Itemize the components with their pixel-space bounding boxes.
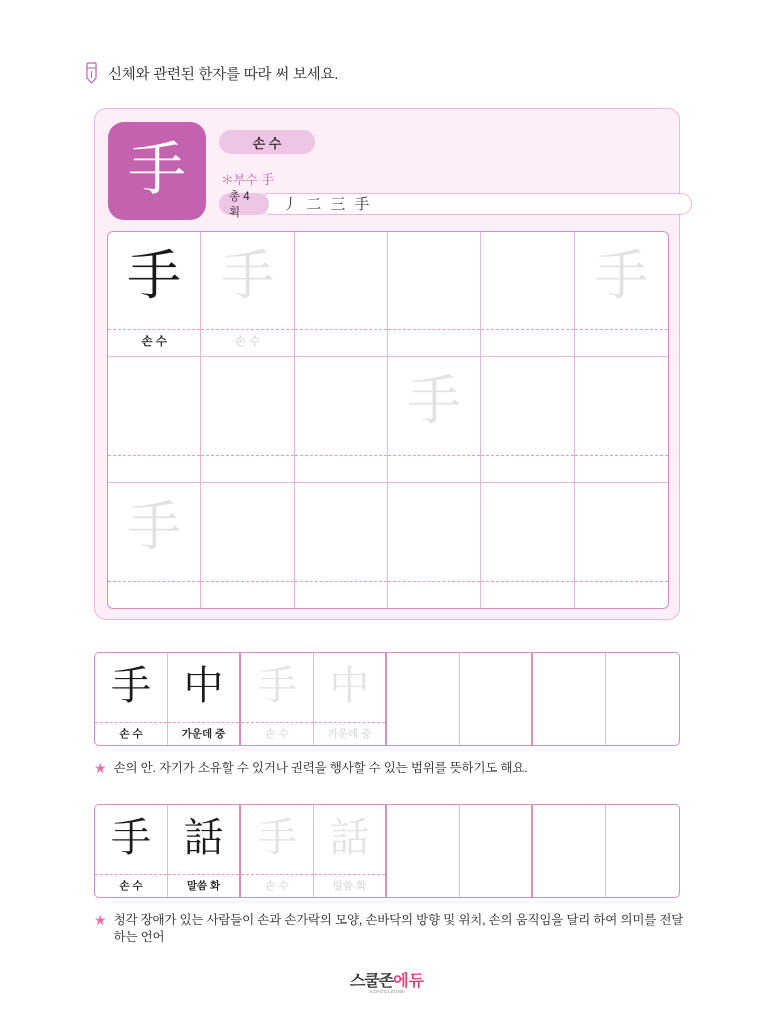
cell-sublabel	[201, 456, 293, 478]
cell-sublabel	[533, 875, 605, 895]
word-cell[interactable]	[168, 805, 241, 897]
cell-glyph	[388, 240, 480, 312]
cell-glyph: 手	[111, 815, 151, 861]
word-grid[interactable]	[94, 804, 680, 898]
cell-sublabel	[481, 582, 573, 604]
cell-sublabel	[481, 456, 573, 478]
radical-line	[221, 169, 274, 188]
cell-sublabel	[460, 723, 531, 743]
practice-cell[interactable]	[108, 357, 201, 482]
word-cell[interactable]	[95, 805, 168, 897]
practice-cell[interactable]	[575, 232, 668, 357]
instruction-row	[84, 62, 338, 84]
word-cell[interactable]	[533, 805, 606, 897]
cell-sublabel	[460, 875, 531, 895]
cell-sublabel	[533, 723, 605, 743]
main-character-badge: 手	[108, 122, 206, 220]
cell-glyph	[533, 657, 605, 715]
cell-sublabel	[295, 582, 387, 604]
cell-glyph	[533, 809, 605, 867]
practice-cell[interactable]	[108, 232, 201, 357]
cell-sublabel	[108, 456, 200, 478]
word-section-2	[94, 804, 680, 898]
pencil-icon	[84, 62, 100, 84]
cell-glyph	[606, 809, 679, 867]
cell-sublabel: 가운데 중	[327, 727, 372, 740]
cell-glyph	[481, 240, 573, 312]
cell-glyph	[460, 657, 531, 715]
word-cell[interactable]	[241, 653, 314, 745]
cell-glyph: 手	[220, 244, 275, 307]
word-cell[interactable]	[168, 653, 241, 745]
word-cell[interactable]	[314, 653, 387, 745]
note-text: 손의 안. 자기가 소유할 수 있거나 권력을 행사할 수 있는 범위를 뜻하기도 해요.	[113, 761, 528, 775]
word-cell[interactable]	[241, 805, 314, 897]
word-note-1	[94, 760, 694, 777]
word-cell[interactable]	[387, 805, 460, 897]
cell-glyph	[575, 365, 668, 437]
radical-character: 手	[261, 173, 275, 188]
practice-cell[interactable]	[575, 483, 668, 608]
cell-sublabel	[388, 456, 480, 478]
star-icon: ★	[94, 760, 107, 776]
word-cell[interactable]	[460, 653, 533, 745]
logo-row	[0, 968, 774, 991]
character-card	[94, 108, 680, 620]
cell-glyph: 話	[329, 815, 370, 861]
word-cell[interactable]	[387, 653, 460, 745]
practice-cell[interactable]	[481, 357, 574, 482]
logo-accent-text: 에듀	[393, 973, 425, 990]
cell-glyph	[460, 809, 531, 867]
word-cell[interactable]	[460, 805, 533, 897]
cell-glyph: 中	[329, 663, 370, 709]
word-section-1	[94, 652, 680, 746]
word-grid[interactable]	[94, 652, 680, 746]
practice-cell[interactable]	[388, 357, 481, 482]
meaning-pill: 손 수	[219, 130, 315, 154]
cell-sublabel	[575, 582, 668, 604]
radical-label: ＊부수	[221, 173, 258, 187]
word-cell[interactable]	[606, 805, 679, 897]
cell-sublabel	[388, 330, 480, 352]
cell-glyph	[387, 809, 459, 867]
cell-sublabel: 손 수	[119, 727, 143, 740]
logo-main-text: 스쿨존	[349, 973, 394, 990]
cell-glyph	[575, 491, 668, 563]
cell-glyph: 話	[183, 815, 224, 861]
stroke-step: 手	[354, 194, 370, 213]
cell-sublabel: 손 수	[119, 879, 143, 892]
stroke-step: 丿	[282, 194, 298, 213]
cell-glyph: 手	[127, 494, 182, 558]
cell-sublabel	[575, 456, 668, 478]
footer-logo	[0, 968, 774, 994]
cell-glyph: 手	[257, 815, 297, 861]
cell-sublabel: 손 수	[234, 336, 261, 349]
cell-sublabel	[108, 582, 200, 604]
practice-cell[interactable]	[481, 232, 574, 357]
word-cell[interactable]	[314, 805, 387, 897]
cell-glyph: 手	[127, 244, 182, 307]
cell-glyph	[108, 365, 200, 437]
cell-sublabel: 말씀 화	[186, 879, 221, 892]
cell-glyph	[388, 491, 480, 563]
practice-cell[interactable]	[295, 483, 388, 608]
cell-glyph: 中	[183, 663, 224, 709]
stroke-step: 二	[306, 194, 322, 213]
cell-glyph	[481, 365, 573, 437]
practice-grid[interactable]	[107, 231, 669, 609]
cell-sublabel	[387, 875, 459, 895]
cell-sublabel	[606, 875, 679, 895]
cell-glyph: 手	[257, 663, 297, 709]
cell-sublabel	[295, 456, 387, 478]
practice-cell[interactable]	[201, 357, 294, 482]
cell-sublabel: 손 수	[265, 727, 289, 740]
cell-glyph	[606, 657, 679, 715]
stroke-order-row	[219, 191, 692, 219]
word-cell[interactable]	[95, 653, 168, 745]
practice-cell[interactable]	[388, 483, 481, 608]
practice-cell[interactable]	[295, 357, 388, 482]
practice-cell[interactable]	[388, 232, 481, 357]
practice-cell[interactable]	[108, 483, 201, 608]
cell-glyph	[295, 491, 387, 563]
logo-subtext: SCHOOLZONE	[369, 989, 405, 994]
star-icon: ★	[94, 912, 107, 928]
word-note-2	[94, 912, 694, 946]
cell-glyph	[387, 657, 459, 715]
cell-sublabel	[606, 723, 679, 743]
practice-cell[interactable]	[201, 483, 294, 608]
stroke-count-badge: 총 4획	[219, 193, 269, 215]
practice-cell[interactable]	[201, 232, 294, 357]
instruction-text: 신체와 관련된 한자를 따라 써 보세요.	[108, 66, 339, 83]
cell-sublabel: 손 수	[265, 879, 289, 892]
practice-cell[interactable]	[481, 483, 574, 608]
cell-glyph	[201, 491, 293, 563]
cell-sublabel: 손 수	[141, 336, 167, 349]
practice-cell[interactable]	[575, 357, 668, 482]
cell-glyph	[201, 365, 293, 437]
stroke-order-strip	[259, 193, 692, 215]
stroke-step: 三	[330, 194, 346, 213]
cell-glyph: 手	[407, 369, 462, 433]
cell-sublabel	[481, 330, 573, 352]
cell-sublabel	[387, 723, 459, 743]
cell-sublabel	[388, 582, 480, 604]
note-text: 청각 장애가 있는 사람들이 손과 손가락의 모양, 손바닥의 방향 및 위치, 손의 움직임을 달리 하여 의미를 전달하는 언어	[113, 913, 684, 944]
cell-glyph	[295, 240, 387, 312]
cell-glyph	[295, 365, 387, 437]
cell-sublabel: 말씀 화	[332, 879, 367, 892]
cell-glyph	[481, 491, 573, 563]
practice-cell[interactable]	[295, 232, 388, 357]
cell-glyph: 手	[111, 663, 151, 709]
cell-sublabel	[201, 582, 293, 604]
cell-sublabel: 가운데 중	[181, 727, 226, 740]
cell-glyph: 手	[594, 244, 649, 307]
word-cell[interactable]	[606, 653, 679, 745]
cell-sublabel	[295, 330, 387, 352]
word-cell[interactable]	[533, 653, 606, 745]
cell-sublabel	[575, 330, 668, 352]
